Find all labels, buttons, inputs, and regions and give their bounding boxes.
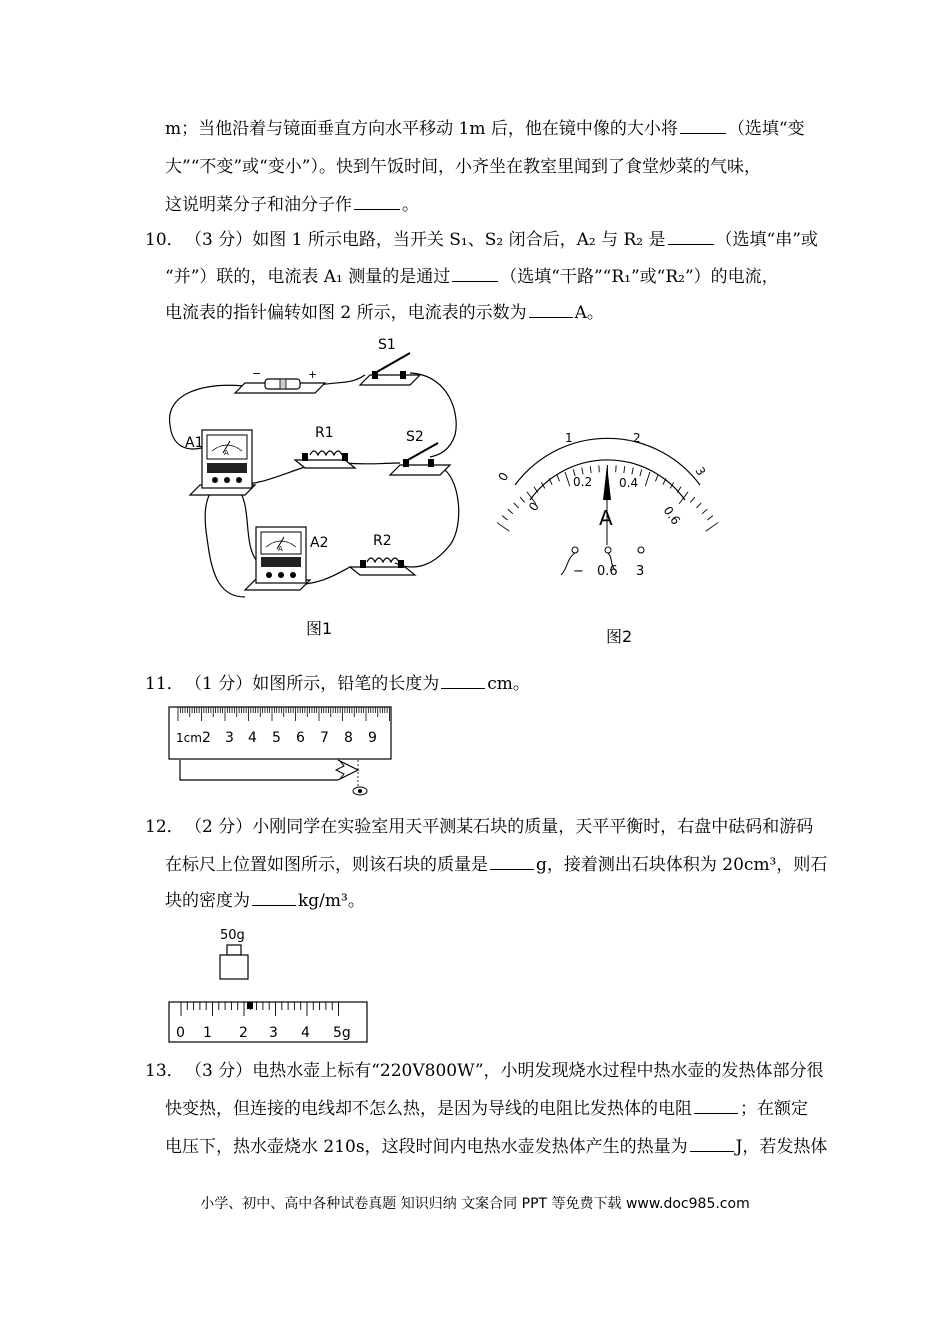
tick-mark: [624, 466, 625, 473]
dial-inner-label-0: 0: [525, 499, 542, 514]
wire: [320, 375, 365, 385]
q10-line-1: （3 分）如图 1 所示电路，当开关 S₁、S₂ 闭合后，A₂ 与 R₂ 是 （选填“串”或: [185, 230, 818, 250]
tick-mark: [502, 516, 507, 520]
meter-a1-unit: A: [224, 449, 229, 457]
ammeter-dial: [495, 430, 720, 590]
answer-blank[interactable]: [694, 1097, 738, 1114]
tick-mark: [520, 497, 525, 502]
page-footer: 小学、初中、高中各种试卷真题 知识归纳 文案合同 PPT 等免费下载 www.doc985.com: [200, 1196, 750, 1212]
ammeter-a1: [185, 430, 255, 495]
tick-mark: [514, 503, 519, 508]
scale-label-3: 3: [269, 1025, 278, 1041]
tick-mark: [696, 503, 701, 508]
answer-blank[interactable]: [529, 301, 573, 318]
q12-line-1: （2 分）小刚同学在实验室用天平测某石块的质量，天平平衡时，右盘中砝码和游码: [185, 817, 814, 837]
battery-minus-label: −: [252, 367, 262, 380]
tick-mark: [707, 516, 712, 520]
tick-mark: [582, 467, 583, 474]
ruler-label-1cm: 1cm: [176, 731, 202, 745]
pencil: [180, 760, 358, 786]
terminal-0-6-label: 0.6: [597, 564, 618, 579]
question-number: 13．: [145, 1061, 184, 1081]
tick-mark: [640, 469, 642, 476]
answer-blank[interactable]: [452, 265, 498, 282]
answer-blank[interactable]: [252, 889, 296, 906]
tick-mark: [702, 509, 707, 514]
tick-mark: [632, 467, 633, 474]
question-number: 10．: [145, 230, 184, 250]
tick-mark: [508, 509, 513, 514]
figure-1-caption: 图1: [306, 619, 333, 638]
eye-icon: [353, 787, 367, 795]
ruler-label-4: 4: [248, 730, 257, 746]
answer-blank[interactable]: [441, 672, 485, 689]
ammeter-a1-label: A1: [185, 435, 204, 451]
scale-label-0: 0: [176, 1025, 185, 1041]
scale-label-1: 1: [203, 1025, 212, 1041]
rider: [247, 1002, 253, 1009]
tick-mark: [690, 497, 695, 502]
question-number: 12．: [145, 817, 184, 837]
q13-line-1: （3 分）电热水壶上标有“220V800W”，小明发现烧水过程中热水壶的发热体部分很: [185, 1061, 824, 1081]
tick-mark: [497, 523, 509, 532]
tick-mark: [655, 475, 658, 481]
resistor-r1-label: R1: [315, 425, 334, 441]
switch-s1-label: S1: [378, 337, 396, 353]
terminal-minus-label: −: [573, 564, 584, 579]
tick-mark: [565, 472, 570, 486]
ammeter-a2-label: A2: [310, 535, 329, 551]
q10-line-3: 电流表的指针偏转如图 2 所示，电流表的示数为 A。: [165, 303, 604, 323]
answer-blank[interactable]: [690, 1135, 734, 1152]
weight-label: 50g: [220, 928, 245, 943]
ruler-label-3: 3: [225, 730, 234, 746]
tick-mark: [706, 523, 718, 532]
dial-outer-label-1: 1: [565, 431, 573, 445]
circuit-diagram: [160, 335, 470, 610]
resistor-r2: [350, 533, 415, 575]
answer-blank[interactable]: [680, 117, 726, 134]
q13-line-2: 快变热，但连接的电线却不怎么热，是因为导线的电阻比发热体的电阻 ；在额定: [165, 1099, 808, 1119]
battery-plus-label: +: [308, 368, 318, 381]
dial-needle: [603, 465, 611, 500]
terminal-3-label: 3: [636, 564, 645, 579]
dial-outer-label-2: 2: [633, 431, 641, 445]
scale-label-4: 4: [301, 1025, 310, 1041]
q12-line-2: 在标尺上位置如图所示，则该石块的质量是 g，接着测出石块体积为 20cm³，则石: [165, 855, 828, 875]
tick-mark: [557, 475, 560, 481]
dial-inner-label-1: 0.2: [573, 475, 593, 489]
ruler-label-8: 8: [344, 730, 353, 746]
switch-s2: [390, 429, 450, 475]
tick-mark: [645, 472, 650, 486]
switch-s2-label: S2: [406, 429, 424, 445]
terminal-minus-icon: [572, 547, 578, 553]
answer-blank[interactable]: [354, 193, 400, 210]
ammeter-a2: [245, 527, 328, 590]
resistor-r1: [295, 425, 355, 468]
answer-blank[interactable]: [668, 228, 714, 245]
ruler-label-9: 9: [368, 730, 377, 746]
battery: [235, 367, 325, 393]
wire: [395, 467, 459, 567]
scale-label-2: 2: [239, 1025, 248, 1041]
weight-50g-icon: [220, 945, 248, 979]
meter-a2-unit: A: [278, 545, 283, 553]
dial-outer-label-3: 3: [692, 464, 709, 479]
switch-s1: [360, 337, 420, 385]
answer-blank[interactable]: [490, 853, 534, 870]
wire: [205, 483, 245, 597]
q13-line-3: 电压下，热水壶烧水 210s，这段时间内电热水壶发热体产生的热量为 J，若发热体: [165, 1137, 828, 1157]
q10-line-2: “并”）联的，电流表 A₁ 测量的是通过 （选填“干路”“R₁”或“R₂”）的电流，: [165, 267, 779, 287]
dial-inner-label-3: 0.6: [660, 503, 683, 528]
q9-line-2: 大”“不变”或“变小”）。快到午饭时间，小齐坐在教室里闻到了食堂炒菜的气味，: [165, 157, 761, 177]
dial-outer-label-0: 0: [495, 469, 512, 484]
dial-unit-label: A: [599, 506, 613, 530]
wire: [345, 463, 400, 464]
scale-label-5g: 5g: [333, 1025, 351, 1041]
ruler-label-5: 5: [272, 730, 281, 746]
terminal-3-icon: [638, 547, 644, 553]
q11-line-1: （1 分）如图所示，铅笔的长度为 cm。: [185, 674, 530, 694]
q12-line-3: 块的密度为 kg/m³。: [165, 891, 365, 911]
question-number: 11．: [145, 674, 184, 694]
tick-mark: [590, 466, 591, 473]
ruler-label-7: 7: [320, 730, 329, 746]
q9-line-3: 这说明菜分子和油分子作 。: [165, 195, 419, 215]
ruler-label-6: 6: [296, 730, 305, 746]
terminal-0-6-icon: [605, 547, 611, 553]
balance-figure: [165, 925, 375, 1045]
ruler-label-2: 2: [202, 730, 211, 746]
resistor-r2-label: R2: [373, 533, 392, 549]
figure-2-caption: 图2: [606, 627, 633, 646]
ruler-figure: [168, 706, 393, 798]
dial-inner-label-2: 0.4: [619, 476, 639, 490]
q9-line-1: m；当他沿着与镜面垂直方向水平移动 1m 后，他在镜中像的大小将 （选填“变: [165, 119, 805, 139]
